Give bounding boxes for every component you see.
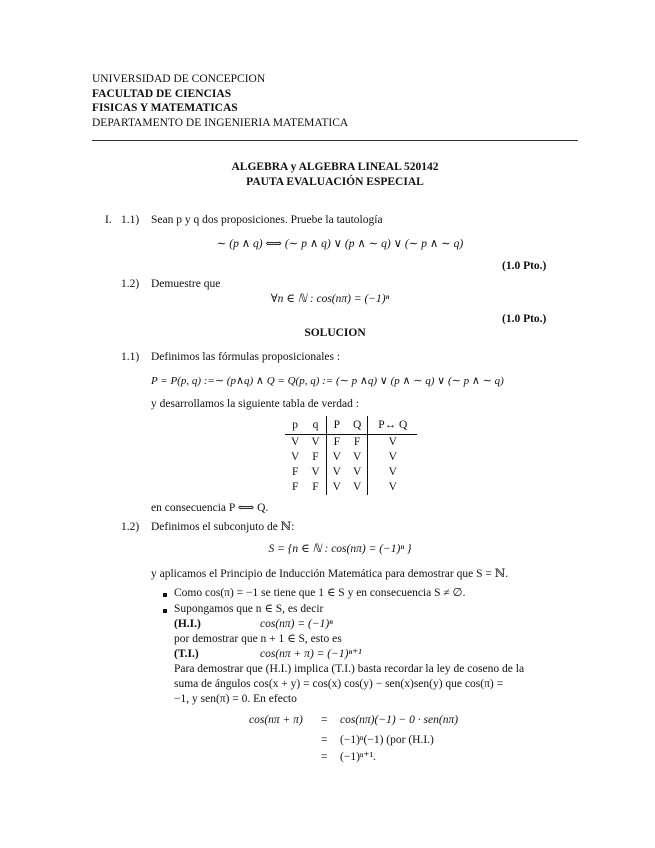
truth-table-intro: y desarrollamos la siguiente tabla de verdad :: [151, 398, 359, 410]
table-cell: V: [352, 466, 362, 478]
table-cell: F: [312, 451, 319, 463]
table-row: [285, 480, 417, 495]
table-cell: V: [311, 466, 320, 478]
hi-formula: cos(nπ) = (−1)ⁿ: [260, 618, 333, 630]
equation-step-3: (−1)ⁿ⁺¹.: [340, 751, 376, 763]
solution-1-1-text: Definimos las fórmulas proposicionales :: [151, 351, 341, 363]
table-header-cell: P↔ Q: [368, 416, 418, 435]
table-cell: V: [368, 465, 418, 480]
header-faculty-2: FISICAS Y MATEMATICAS: [92, 102, 238, 114]
table-cell: F: [353, 436, 361, 448]
solution-1-1-conclusion: en consecuencia P ⟺ Q.: [151, 502, 269, 514]
table-cell: V: [368, 480, 418, 495]
table-cell: V: [352, 451, 362, 463]
set-definition: S = {n ∈ ℕ : cos(nπ) = (−1)ⁿ }: [268, 543, 412, 555]
table-cell: F: [312, 481, 319, 493]
header-university: UNIVERSIDAD DE CONCEPCION: [92, 73, 266, 85]
bullet-icon: [163, 609, 167, 613]
question-1-2-number: 1.2): [121, 278, 140, 290]
question-1-1-text: Sean p y q dos proposiciones. Pruebe la tautología: [151, 214, 383, 226]
to-show-text: por demostrar que n + 1 ∈ S, esto es: [174, 633, 342, 645]
base-case: Como cos(π) = −1 se tiene que 1 ∈ S y en consecuencia S ≠ ∅.: [174, 587, 466, 599]
table-cell: V: [291, 436, 300, 448]
question-1-2-points: (1.0 Pto.): [502, 313, 547, 325]
exam-title: PAUTA EVALUACIÓN ESPECIAL: [246, 176, 424, 188]
table-cell: V: [326, 465, 347, 480]
proof-paragraph-line-1: Para demostrar que (H.I.) implica (T.I.) basta recordar la ley de coseno de la: [174, 663, 525, 675]
table-header-cell: p: [285, 416, 305, 435]
problem-number: I.: [105, 214, 112, 226]
question-1-1-points: (1.0 Pto.): [502, 260, 547, 272]
truth-table: [285, 416, 417, 495]
hi-label: (H.I.): [174, 618, 201, 630]
equation-step-2: (−1)ⁿ(−1) (por (H.I.): [340, 734, 434, 746]
equals-sign: =: [321, 714, 328, 726]
equation-step-1: cos(nπ)(−1) − 0 · sen(nπ): [340, 714, 459, 726]
ti-formula: cos(nπ + π) = (−1)ⁿ⁺¹: [260, 648, 362, 660]
table-cell: F: [291, 481, 299, 493]
header-divider: [92, 140, 578, 141]
table-cell: F: [291, 466, 299, 478]
table-header-cell: P: [326, 416, 347, 435]
table-cell: F: [326, 435, 347, 451]
table-cell: V: [326, 450, 347, 465]
table-cell: V: [326, 480, 347, 495]
tautology-formula: ∼ (p ∧ q) ⟺ (∼ p ∧ q) ∨ (p ∧ ∼ q) ∨ (∼ p ∧ ∼ q): [216, 238, 464, 250]
truth-table-header: [285, 416, 417, 435]
solution-1-2-number: 1.2): [121, 521, 140, 533]
header-faculty: FACULTAD DE CIENCIAS: [92, 88, 232, 100]
table-row: [285, 450, 417, 465]
equals-sign: =: [321, 734, 328, 746]
bullet-icon: [163, 593, 167, 597]
header-department: DEPARTAMENTO DE INGENIERIA MATEMATICA: [92, 117, 349, 129]
course-title: ALGEBRA y ALGEBRA LINEAL 520142: [231, 161, 439, 173]
proof-paragraph-line-3: −1, y sen(π) = 0. En efecto: [174, 693, 297, 705]
table-header-cell: q: [305, 416, 326, 435]
table-cell: V: [311, 436, 320, 448]
table-row: [285, 465, 417, 480]
table-cell: V: [368, 435, 418, 451]
table-cell: V: [291, 451, 300, 463]
proof-paragraph-line-2: suma de ángulos cos(x + y) = cos(x) cos(y) − sen(x)sen(y) que cos(π) =: [174, 678, 504, 690]
table-cell: V: [368, 450, 418, 465]
equation-lhs: cos(nπ + π): [249, 714, 303, 726]
solution-1-2-text: Definimos el subconjuto de ℕ:: [151, 521, 295, 533]
solution-heading: SOLUCION: [304, 327, 366, 339]
induction-step-intro: Supongamos que n ∈ S, es decir: [174, 603, 324, 615]
question-1-2-text: Demuestre que: [151, 278, 221, 290]
table-header-cell: Q: [347, 416, 368, 435]
cosine-formula: ∀n ∈ ℕ : cos(nπ) = (−1)ⁿ: [270, 293, 390, 305]
question-1-1-number: 1.1): [121, 214, 140, 226]
ti-label: (T.I.): [174, 648, 199, 660]
induction-intro: y aplicamos el Principio de Inducción Matemática para demostrar que S = ℕ.: [151, 568, 509, 580]
equals-sign: =: [321, 751, 328, 763]
table-cell: V: [352, 481, 362, 493]
propositional-formulas: P = P(p, q) :=∼ (p∧q) ∧ Q = Q(p, q) := (∼ p ∧q) ∨ (p ∧ ∼ q) ∨ (∼ p ∧ ∼ q): [151, 375, 504, 387]
solution-1-1-number: 1.1): [121, 351, 140, 363]
table-row: [285, 435, 417, 451]
